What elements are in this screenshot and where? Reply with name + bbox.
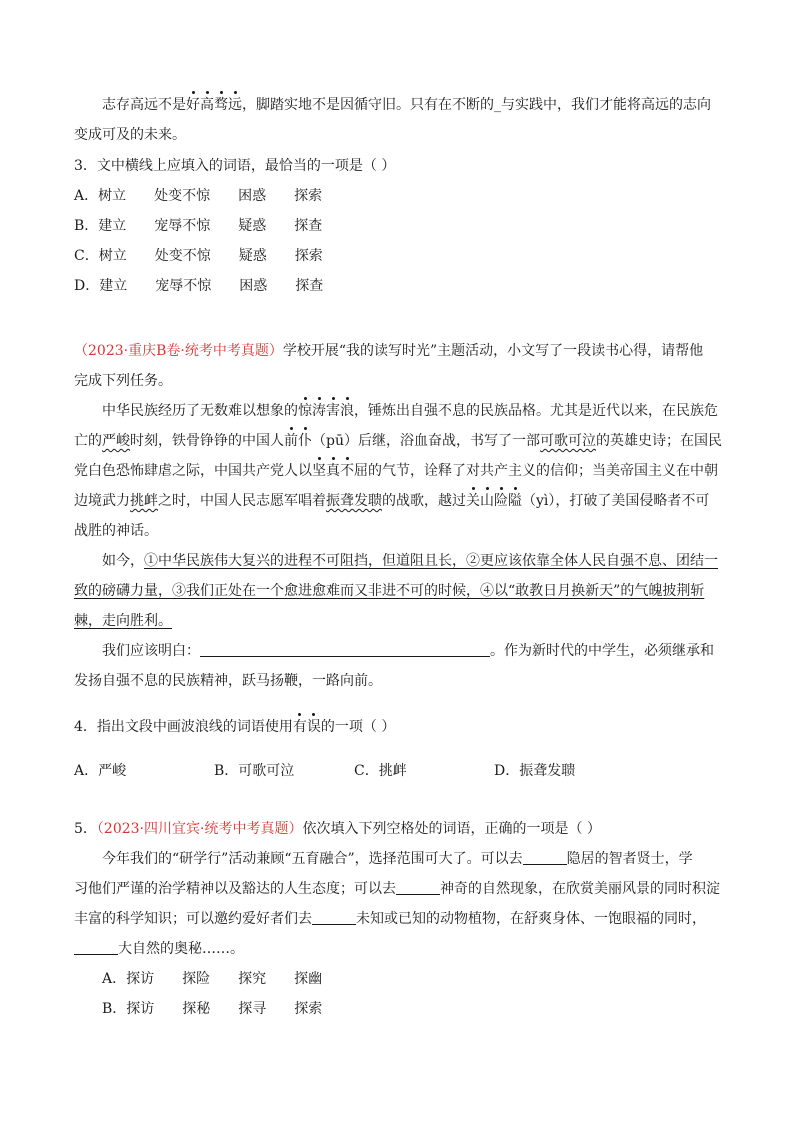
passage-text: （pū）后继，浴血奋战，书写了一部 bbox=[312, 433, 540, 449]
passage-line: 发扬自强不息的民族精神，跃马扬鞭，一路向前。 bbox=[74, 673, 382, 689]
option-word: 树立 bbox=[98, 248, 127, 264]
wavy-underlined-phrase: 挑衅 bbox=[130, 493, 158, 509]
phrase-char: 前 bbox=[284, 426, 298, 456]
phrase-char: 不 bbox=[340, 456, 354, 486]
question-5 bbox=[74, 814, 742, 1024]
passage-text: 党白色恐怖肆虐之际，中国共产党人以 bbox=[74, 463, 312, 479]
q5-text: 隐居的智者贤士，学 bbox=[566, 851, 693, 867]
wavy-underlined-phrase: 可歌可泣 bbox=[539, 433, 596, 449]
dotted-phrase bbox=[312, 463, 368, 479]
passage-text: 亡的 bbox=[74, 433, 102, 449]
passage-text: （yì），打破了美国侵略者不可 bbox=[522, 493, 710, 509]
phrase-char: 隘 bbox=[508, 486, 522, 516]
q5-text: 神奇的自然现象，在欣赏美丽风景的同时积淀 bbox=[440, 881, 720, 897]
source-tag: （2023·重庆B卷·统考中考真题） bbox=[74, 343, 283, 359]
dotted-phrase bbox=[284, 433, 312, 449]
underlined-sentence: ①中华民族伟大复兴的进程不可阻挡，但道阻且长， bbox=[144, 553, 466, 569]
wavy-underlined-phrase: 严峻 bbox=[102, 433, 130, 449]
option-letter: B． bbox=[102, 1001, 127, 1017]
option-word: 探寻 bbox=[238, 1001, 267, 1017]
underlined-sentence: ②更应该依靠全体人民自强不息、团结一 bbox=[466, 553, 718, 569]
option-word: 探幽 bbox=[294, 971, 323, 987]
option-letter: D． bbox=[74, 278, 100, 294]
q5-option-0[interactable] bbox=[102, 964, 742, 994]
passage-text: 的英雄史诗；在国民 bbox=[595, 433, 722, 449]
option-word: 探访 bbox=[126, 971, 155, 987]
phrase-char: 真 bbox=[326, 456, 340, 486]
intro-paragraph bbox=[74, 90, 742, 150]
passage-line bbox=[74, 486, 742, 516]
q5-text: 大自然的奥秘……。 bbox=[118, 941, 244, 957]
option-word: 困惑 bbox=[238, 188, 267, 204]
answer-prompt: 我们应该明白： bbox=[102, 643, 200, 659]
passage-text: 的战歌，越过 bbox=[382, 493, 466, 509]
q5-line-1 bbox=[74, 844, 742, 874]
phrase-char: 涛 bbox=[312, 396, 326, 426]
dotted-char: 误 bbox=[307, 712, 321, 742]
intro-text: ，脚踏实地不是因循守旧。只有在不断的_与实践中，我们才能将高远的志向 bbox=[242, 97, 711, 113]
dotted-char: 有 bbox=[293, 712, 307, 742]
fill-blank-1[interactable] bbox=[523, 848, 567, 865]
phrase-char: 惊 bbox=[298, 396, 312, 426]
option-word: 探险 bbox=[182, 971, 211, 987]
option-word: 建立 bbox=[98, 218, 127, 234]
option-b[interactable]: B．可歌可泣 bbox=[214, 763, 295, 779]
passage-line bbox=[74, 426, 742, 456]
fill-blank-2[interactable] bbox=[396, 878, 440, 895]
passage-line bbox=[74, 576, 742, 606]
passage-text: 边境武力 bbox=[74, 493, 130, 509]
phrase-char: 山 bbox=[480, 486, 494, 516]
phrase-char: 仆 bbox=[298, 426, 312, 456]
dotted-char: 好 bbox=[186, 90, 200, 120]
passage-2 bbox=[74, 336, 742, 696]
dotted-char: 高 bbox=[200, 90, 214, 120]
option-word: 困惑 bbox=[239, 278, 268, 294]
q5-text: 今年我们的“研学行”活动兼顾“五育融合”，选择范围可大了。可以去 bbox=[102, 851, 523, 867]
q5-text: 习他们严谨的治学精神以及豁达的人生态度；可以去 bbox=[74, 881, 396, 897]
passage-text: 如今， bbox=[102, 553, 144, 569]
option-word: 宠辱不惊 bbox=[154, 218, 211, 234]
option-letter: C． bbox=[74, 248, 99, 264]
question-number: 5． bbox=[74, 821, 97, 837]
answer-blank[interactable] bbox=[200, 640, 490, 657]
question-4-stem bbox=[74, 712, 742, 742]
passage-text: ，锤炼出自强不息的民族品格。尤其是近代以来，在民族危 bbox=[354, 403, 718, 419]
option-word: 树立 bbox=[98, 188, 127, 204]
option-word: 探索 bbox=[294, 248, 323, 264]
intro-text: 志存高远不是 bbox=[102, 97, 186, 113]
q3-option-2[interactable] bbox=[74, 241, 742, 271]
passage-text: 的气节，诠释了对共产主义的信仰；当美帝国主义在中朝 bbox=[368, 463, 718, 479]
passage-2-lead-2: 完成下列任务。 bbox=[74, 373, 172, 389]
phrase-char: 浪 bbox=[340, 396, 354, 426]
option-word: 宠辱不惊 bbox=[155, 278, 212, 294]
q5-line-4 bbox=[74, 934, 742, 964]
q5-text: 未知或已知的动物植物，在舒爽身体、一饱眼福的同时， bbox=[356, 911, 706, 927]
question-3-stem: 3．文中横线上应填入的词语，最恰当的一项是（ ） bbox=[74, 158, 396, 174]
underlined-sentence: 棘，走向胜利。 bbox=[74, 613, 172, 629]
answer-line bbox=[74, 636, 742, 666]
option-letter: A． bbox=[74, 188, 99, 204]
intro-line-1 bbox=[74, 90, 742, 120]
phrase-char: 屈 bbox=[354, 463, 368, 479]
q3-option-0[interactable] bbox=[74, 181, 742, 211]
q3-option-3[interactable] bbox=[74, 271, 742, 301]
option-word: 探索 bbox=[294, 1001, 323, 1017]
underlined-sentence: ④以“敢教日月换新天”的气魄披荆斩 bbox=[480, 583, 705, 599]
option-word: 探访 bbox=[126, 1001, 155, 1017]
stem-text: 依次填入下列空格处的词语，正确的一项是（ ） bbox=[302, 821, 601, 837]
passage-line bbox=[74, 546, 742, 576]
passage-text: 时刻，铁骨铮铮的中国人 bbox=[130, 433, 284, 449]
option-a[interactable]: A．严峻 bbox=[74, 763, 127, 779]
passage-line bbox=[74, 456, 742, 486]
option-letter: A． bbox=[102, 971, 127, 987]
dotted-phrase bbox=[298, 403, 354, 419]
option-word: 处变不惊 bbox=[154, 248, 211, 264]
option-word: 探索 bbox=[294, 188, 323, 204]
option-word: 处变不惊 bbox=[154, 188, 211, 204]
option-word: 建立 bbox=[99, 278, 128, 294]
fill-blank-4[interactable] bbox=[74, 938, 118, 955]
passage-line: 战胜的神话。 bbox=[74, 523, 158, 539]
passage-line bbox=[74, 396, 742, 426]
option-word: 探秘 bbox=[182, 1001, 211, 1017]
question-4-options bbox=[74, 756, 742, 786]
option-c[interactable]: C．挑衅 bbox=[354, 763, 407, 779]
underlined-sentence: 致的磅礴力量， bbox=[74, 583, 172, 599]
stem-text: 的一项（ ） bbox=[320, 719, 396, 735]
phrase-char: 坚 bbox=[312, 456, 326, 486]
phrase-char: 关 bbox=[466, 486, 480, 516]
underlined-sentence: ③我们正处在一个愈进愈难而又非进不可的时候， bbox=[172, 583, 480, 599]
option-d[interactable]: D．振聋发聩 bbox=[494, 763, 576, 779]
lead-text: 学校开展“我的读写时光”主题活动，小文写了一段读书心得，请帮他 bbox=[282, 343, 704, 359]
option-word: 疑惑 bbox=[238, 248, 267, 264]
q5-line-3 bbox=[74, 904, 742, 934]
q5-line-2 bbox=[74, 874, 742, 904]
passage-2-lead bbox=[74, 336, 742, 366]
option-word: 探查 bbox=[295, 278, 324, 294]
fill-blank-3[interactable] bbox=[312, 908, 356, 925]
stem-text: 4．指出文段中画波浪线的词语使用 bbox=[74, 719, 293, 735]
phrase-char: 害 bbox=[326, 396, 340, 426]
q3-option-1[interactable] bbox=[74, 211, 742, 241]
passage-text: 中华民族经历了无数难以想象的 bbox=[102, 403, 298, 419]
dotted-char: 远 bbox=[228, 90, 242, 120]
q5-option-1[interactable] bbox=[102, 994, 742, 1024]
question-5-stem bbox=[74, 814, 742, 844]
q5-text: 丰富的科学知识；可以邀约爱好者们去 bbox=[74, 911, 312, 927]
wavy-underlined-phrase: 振聋发聩 bbox=[326, 493, 382, 509]
passage-line bbox=[74, 606, 742, 636]
option-word: 疑惑 bbox=[238, 218, 267, 234]
question-3 bbox=[74, 151, 742, 301]
phrase-char: 险 bbox=[494, 486, 508, 516]
intro-line-2: 变成可及的未来。 bbox=[74, 127, 186, 143]
dotted-phrase bbox=[466, 493, 522, 509]
option-letter: B． bbox=[74, 218, 99, 234]
answer-text: 。作为新时代的中学生，必须继承和 bbox=[490, 643, 714, 659]
passage-text: 之时，中国人民志愿军唱着 bbox=[158, 493, 326, 509]
question-4 bbox=[74, 712, 742, 786]
source-tag: （2023·四川宜宾·统考中考真题） bbox=[96, 821, 303, 837]
dotted-char: 骛 bbox=[214, 90, 228, 120]
option-word: 探查 bbox=[294, 218, 323, 234]
option-word: 探究 bbox=[238, 971, 267, 987]
